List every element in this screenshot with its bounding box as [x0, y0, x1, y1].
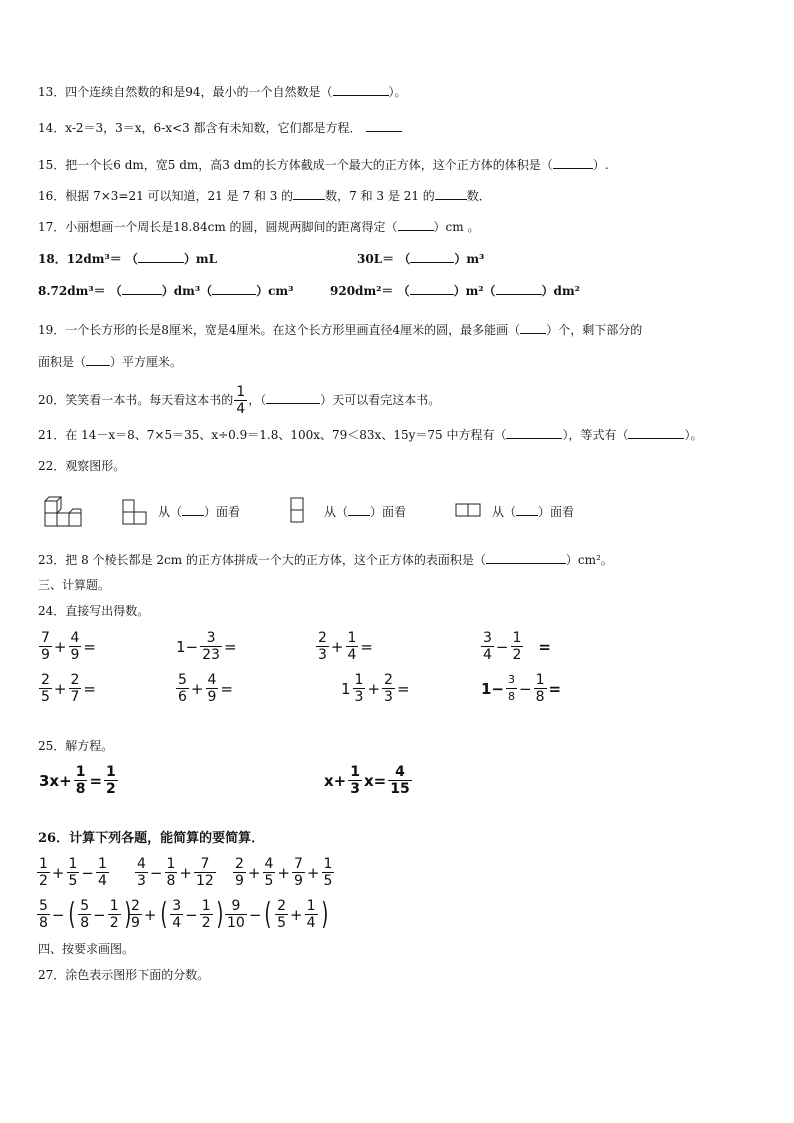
calc-24-3: $\frac{2}{3}$ + $\frac{1}{4}$ = [318, 630, 373, 663]
question-16: 16．根据 7×3=21 可以知道，21 是 7 和 3 的 数，7 和 3 是 21 的 数． [38, 189, 491, 203]
answer-blank[interactable] [496, 283, 542, 295]
answer-blank[interactable] [516, 504, 538, 516]
question-21: 21．在 14－x＝8、7×5＝35、x÷0.9＝1.8、100x、79＜83x、15y＝75 中方程有（ ），等式有（ ）。 [38, 428, 703, 442]
view-label-3: 从（ ）面看 [492, 505, 575, 519]
calc-24-6: $\frac{5}{6}$ + $\frac{4}{9}$ = [178, 672, 233, 705]
calc-26-3: $\frac{2}{9}$ + $\frac{4}{5}$ + $\frac{7}{9}$ + $\frac{1}{5}$ [235, 856, 333, 889]
answer-blank[interactable] [628, 427, 684, 439]
answer-blank[interactable] [122, 283, 162, 295]
question-23: 23．把 8 个棱长都是 2cm 的正方体拼成一个大的正方体，这个正方体的表面积是（ ）cm²。 [38, 553, 613, 567]
section-4-heading: 四、按要求画图。 [38, 942, 135, 956]
answer-blank[interactable] [293, 188, 325, 200]
question-18-a: 18．12dm³＝ （ ）mL [38, 252, 218, 266]
answer-blank[interactable] [138, 251, 184, 263]
question-15: 15．把一个长6 dm，宽5 dm，高3 dm的长方体截成一个最大的正方体，这个正方体的体积是（ ）. [38, 158, 609, 172]
calc-24-7: 1 $\frac{1}{3}$ + $\frac{2}{3}$ = [341, 672, 410, 705]
question-18-d: 920dm²＝ （ ）m²（ ）dm² [330, 284, 580, 298]
equation-25-1: 3x+ $\frac{1}{8}$ = $\frac{1}{2}$ [39, 764, 116, 797]
question-18-c: 8.72dm³＝ （ ）dm³（ ）cm³ [38, 284, 294, 298]
question-18-b: 30L＝ （ ）m³ [357, 252, 485, 266]
calc-26-4: $\frac{5}{8}$ − ( $\frac{5}{8}$ − $\frac{1}{2}$ ) [39, 896, 132, 932]
section-3-heading: 三、计算题。 [38, 578, 111, 592]
question-19: 19．一个长方形的长是8厘米，宽是4厘米。在这个长方形里画直径4厘米的圆，最多能画（ ）个，剩下部分的 [38, 323, 643, 337]
answer-blank[interactable] [182, 504, 204, 516]
question-25: 25．解方程。 [38, 739, 114, 753]
question-20: 20．笑笑看一本书。每天看这本书的 $\frac{1}{4}$ ，（ ）天可以看完这本书。 [38, 384, 441, 417]
view-label-1: 从（ ）面看 [158, 505, 241, 519]
cube-stack-figure [44, 496, 84, 528]
question-24: 24．直接写出得数。 [38, 604, 150, 618]
view-label-2: 从（ ）面看 [324, 505, 407, 519]
answer-blank[interactable] [398, 219, 434, 231]
calc-24-1: $\frac{7}{9}$ + $\frac{4}{9}$ = [41, 630, 96, 663]
question-22: 22．观察图形。 [38, 459, 126, 473]
answer-blank[interactable] [506, 427, 562, 439]
answer-blank[interactable] [266, 392, 320, 404]
calc-24-2: 1− $\frac{3}{23}$ = [176, 630, 237, 663]
question-14: 14．x-2＝3，3＝x，6-x<3 都含有未知数，它们都是方程． [38, 120, 402, 136]
answer-blank[interactable] [435, 188, 467, 200]
equation-25-2: x+ $\frac{1}{3}$ x= $\frac{4}{15}$ [324, 764, 410, 797]
answer-blank[interactable] [410, 283, 454, 295]
question-26: 26．计算下列各题，能简算的要简算． [38, 831, 265, 846]
answer-blank[interactable] [86, 354, 110, 366]
answer-blank[interactable] [348, 504, 370, 516]
top-view-figure [455, 503, 481, 517]
question-13: 13．四个连续自然数的和是94，最小的一个自然数是（ ）。 [38, 85, 407, 99]
answer-blank[interactable] [486, 552, 566, 564]
answer-blank[interactable] [520, 322, 546, 334]
answer-blank[interactable] [553, 157, 593, 169]
question-19-line2: 面积是（ ）平方厘米。 [38, 355, 183, 369]
calc-24-4: $\frac{3}{4}$ − $\frac{1}{2}$ = [483, 630, 551, 663]
calc-26-5: $\frac{2}{9}$ + ( $\frac{3}{4}$ − $\frac{1}{2}$ ) [131, 896, 224, 932]
calc-24-5: $\frac{2}{5}$ + $\frac{2}{7}$ = [41, 672, 96, 705]
calc-26-2: $\frac{4}{3}$ − $\frac{1}{8}$ + $\frac{7}{12}$ [137, 856, 214, 889]
answer-blank[interactable] [333, 84, 389, 96]
side-view-figure [290, 497, 304, 523]
answer-blank[interactable] [366, 120, 402, 132]
calc-26-6: $\frac{9}{10}$ − ( $\frac{2}{5}$ + $\frac{1}{4}$ ) [227, 896, 328, 932]
question-17: 17．小丽想画一个周长是18.84cm 的圆，圆规两脚间的距离得定（ ）cm 。 [38, 220, 480, 234]
calc-26-1: $\frac{1}{2}$ + $\frac{1}{5}$ − $\frac{1}{4}$ [39, 856, 107, 889]
front-view-figure [122, 499, 148, 525]
answer-blank[interactable] [212, 283, 256, 295]
fraction: $\frac{1}{4}$ [236, 384, 246, 417]
calc-24-8: 1− $\frac{3}{8}$ − $\frac{1}{8}$ = [481, 672, 562, 705]
question-27: 27．涂色表示图形下面的分数。 [38, 968, 210, 982]
answer-blank[interactable] [410, 251, 454, 263]
